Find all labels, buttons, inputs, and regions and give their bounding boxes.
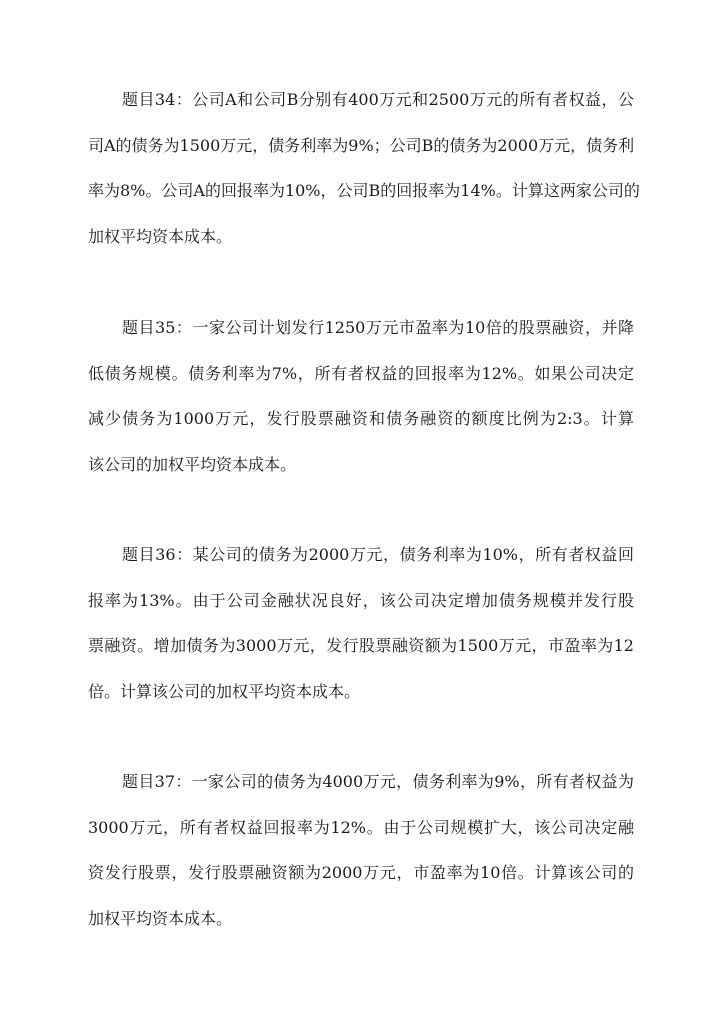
problem-34-line-4: 加权平均资本成本。	[88, 226, 233, 246]
problem-34-line-3: 率为8%。公司A的回报率为10%，公司B的回报率为14%。计算这两家公司的	[88, 181, 640, 200]
problem-37-line-1: 题目37：一家公司的债务为4000万元，债务利率为9%，所有者权益为	[122, 772, 634, 791]
problem-34	[88, 77, 640, 259]
problem-36-line-2: 报率为13%。由于公司金融状况良好，该公司决定增加债务规模并发行股	[88, 590, 634, 610]
problem-36-line-1: 题目36：某公司的债务为2000万元，债务利率为10%，所有者权益回	[122, 545, 634, 564]
problem-35-line-1: 题目35：一家公司计划发行1250万元市盈率为10倍的股票融资，并降	[122, 318, 634, 337]
problem-36-line-3: 票融资。增加债务为3000万元，发行股票融资额为1500万元，市盈率为12	[88, 636, 634, 655]
problem-37-line-4: 加权平均资本成本。	[88, 908, 233, 928]
problem-37-line-3: 资发行股票，发行股票融资额为2000万元，市盈率为10倍。计算该公司的	[88, 863, 634, 882]
problem-34-line-1: 题目34：公司A和公司B分别有400万元和2500万元的所有者权益，公	[122, 90, 634, 109]
problem-35	[88, 305, 634, 487]
problem-36	[88, 532, 634, 714]
problem-35-line-4: 该公司的加权平均资本成本。	[88, 454, 297, 474]
problem-37	[88, 759, 634, 941]
problem-34-line-2: 司A的债务为1500万元，债务利率为9%；公司B的债务为2000万元，债务利	[88, 135, 635, 155]
problem-36-line-4: 倍。计算该公司的加权平均资本成本。	[88, 681, 361, 701]
problem-35-line-2: 低债务规模。债务利率为7%，所有者权益的回报率为12%。如果公司决定	[88, 363, 634, 383]
problem-37-line-2: 3000万元，所有者权益回报率为12%。由于公司规模扩大，该公司决定融	[88, 817, 634, 837]
problem-35-line-3: 减少债务为1000万元，发行股票融资和债务融资的额度比例为2:3。计算	[88, 409, 634, 428]
